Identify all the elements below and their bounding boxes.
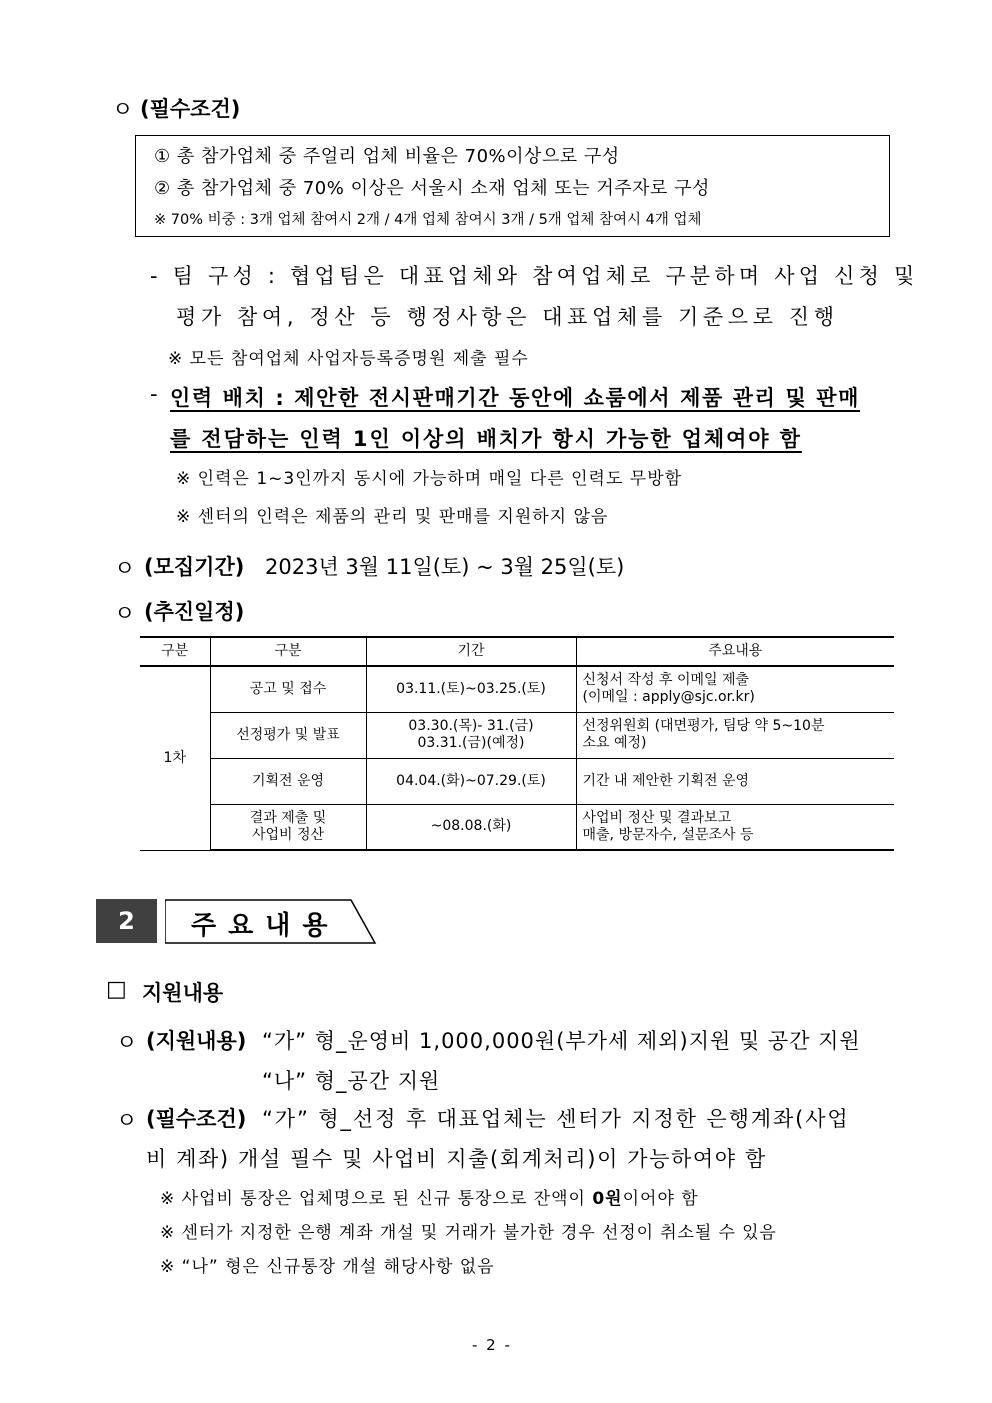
team-line-1: - 팀 구성 : 협업팀은 대표업체와 참여업체로 구분하며 사업 신청 및	[150, 264, 919, 288]
section-number: 2	[96, 899, 157, 943]
support-heading: 지원내용	[142, 981, 224, 1005]
content-cell	[576, 666, 894, 712]
required-conditions-label: (필수조건)	[146, 1107, 247, 1131]
note-text: 이어야 함	[622, 1189, 699, 1209]
period-line: 03.30.(목)- 31.(금)	[408, 718, 534, 734]
period-cell: ~08.08.(화)	[366, 804, 576, 850]
req2-note-2: ※ 센터가 지정한 은행 계좌 개설 및 거래가 불가한 경우 선정이 취소될 수 있음	[160, 1223, 777, 1243]
period-cell: 03.11.(토)~03.25.(토)	[366, 666, 576, 712]
step-cell: 선정평가 및 발표	[210, 712, 366, 758]
step-cell: 공고 및 접수	[210, 666, 366, 712]
header-cell: 구분	[140, 637, 210, 666]
content-line: 신청서 작성 후 이메일 제출	[582, 672, 750, 689]
staff-line-2: 를 전담하는 인력 1인 이상의 배치가 항시 가능한 업체여야 함	[170, 427, 802, 451]
content-cell	[576, 804, 894, 850]
period-cell	[366, 712, 576, 758]
content-line: 매출, 방문자수, 설문조사 등	[582, 826, 754, 843]
schedule-heading: (추진일정)	[144, 600, 245, 624]
step-line: 결과 제출 및	[249, 809, 327, 826]
step-line: 사업비 정산	[251, 826, 325, 843]
page-number: - 2 -	[472, 1336, 512, 1354]
bullet-icon: ㅇ	[114, 557, 136, 582]
header-cell: 주요내용	[576, 637, 894, 666]
section-title-box	[165, 899, 375, 943]
content-cell	[576, 712, 894, 758]
content-cell: 기간 내 제안한 기획전 운영	[576, 758, 894, 804]
content-line: (이메일 : apply@sjc.or.kr)	[582, 689, 755, 706]
table-row	[140, 666, 894, 712]
condition-1: ① 총 참가업체 중 주얼리 업체 비율은 70%이상으로 구성	[154, 146, 620, 167]
support-line-1: “가” 형_운영비 1,000,000원(부가세 제외)지원 및 공간 지원	[262, 1029, 861, 1053]
period-cell: 04.04.(화)~07.29.(토)	[366, 758, 576, 804]
round-cell: 1차	[140, 666, 210, 850]
step-cell: 기획전 운영	[210, 758, 366, 804]
header-cell: 구분	[210, 637, 366, 666]
condition-note: ※ 70% 비중 : 3개 업체 참여시 2개 / 4개 업체 참여시 3개 / 5개 업체 참여시 4개 업체	[154, 212, 702, 228]
staff-line-1: 인력 배치 : 제안한 전시판매기간 동안에 쇼룸에서 제품 관리 및 판매	[170, 386, 861, 410]
bullet-icon: ㅇ	[116, 1109, 138, 1134]
schedule-table	[140, 636, 894, 851]
section-title: 주요내용	[191, 911, 340, 941]
note-emphasis: 0원	[592, 1189, 623, 1209]
header-cell: 기간	[366, 637, 576, 666]
support-line-2: “나” 형_공간 지원	[262, 1069, 441, 1093]
required-conditions-box	[135, 135, 890, 237]
table-row	[140, 804, 894, 850]
recruit-period: 2023년 3월 11일(토) ~ 3월 25일(토)	[265, 555, 625, 579]
staff-note-1: ※ 인력은 1~3인까지 동시에 가능하며 매일 다른 인력도 무방함	[176, 469, 683, 489]
req2-line-2: 비 계좌) 개설 필수 및 사업비 지출(회계처리)이 가능하여야 함	[146, 1147, 767, 1171]
content-line: 소요 예정)	[582, 735, 647, 751]
staff-dash: -	[150, 382, 158, 406]
team-note: ※ 모든 참여업체 사업자등록증명원 제출 필수	[168, 349, 529, 369]
period-line: 03.31.(금)(예정)	[417, 735, 525, 751]
note-text: ※ 사업비 통장은 업체명으로 된 신규 통장으로 잔액이	[160, 1189, 593, 1209]
table-row	[140, 712, 894, 758]
bullet-icon: ㅇ	[116, 1031, 138, 1056]
content-line: 사업비 정산 및 결과보고	[582, 809, 732, 826]
req2-line-1: “가” 형_선정 후 대표업체는 센터가 지정한 은행계좌(사업	[262, 1107, 850, 1131]
step-cell	[210, 804, 366, 850]
bullet-icon: ㅇ	[112, 98, 134, 123]
table-row	[140, 758, 894, 804]
table-header-row	[140, 637, 894, 666]
req2-note-1	[160, 1184, 699, 1209]
bullet-icon: ㅇ	[114, 602, 136, 627]
team-line-2: 평가 참여, 정산 등 행정사항은 대표업체를 기준으로 진행	[176, 305, 839, 329]
staff-note-2: ※ 센터의 인력은 제품의 관리 및 판매를 지원하지 않음	[176, 507, 609, 527]
req2-note-3: ※ “나” 형은 신규통장 개설 해당사항 없음	[160, 1257, 495, 1277]
checkbox-square-icon: □	[106, 977, 127, 1002]
required-conditions-heading: (필수조건)	[140, 97, 241, 121]
support-content-label: (지원내용)	[146, 1029, 247, 1053]
recruit-heading: (모집기간)	[144, 555, 245, 579]
condition-2: ② 총 참가업체 중 70% 이상은 서울시 소재 업체 또는 거주자로 구성	[154, 178, 710, 199]
content-line: 선정위원회 (대면평가, 팀당 약 5~10분	[582, 718, 825, 734]
